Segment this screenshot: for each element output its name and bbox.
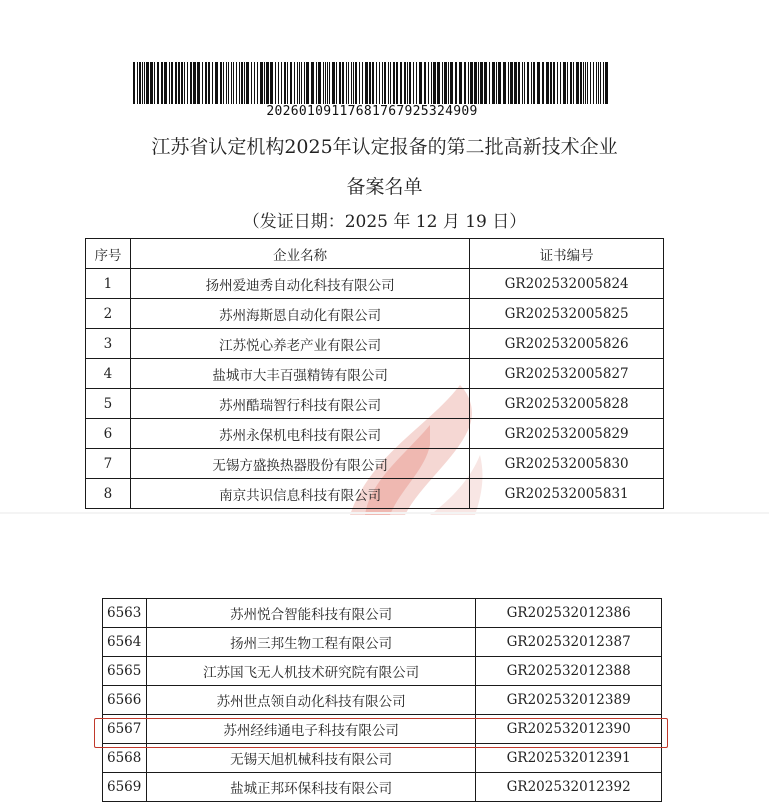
barcode-bar	[448, 62, 449, 104]
barcode-bar	[459, 62, 462, 104]
company-name-cell: 盐城正邦环保科技有限公司	[146, 773, 475, 802]
barcode-bar	[557, 62, 558, 104]
barcode-bar	[178, 62, 180, 104]
barcode-bar	[407, 62, 408, 104]
barcode-bar	[596, 62, 597, 104]
barcode-bar	[393, 62, 395, 104]
barcode-bar	[139, 62, 141, 104]
barcode-bar	[537, 62, 540, 104]
table-row	[103, 773, 662, 802]
serial-cell: 1	[86, 269, 131, 299]
barcode-bar	[278, 62, 279, 104]
barcode-bar	[212, 62, 213, 104]
barcode-bar	[437, 62, 440, 104]
barcode-bar	[396, 62, 398, 104]
serial-cell: 6565	[103, 657, 147, 686]
serial-cell: 3	[86, 329, 131, 359]
barcode-bar	[419, 62, 422, 104]
certificate-cell: GR202532005825	[470, 299, 664, 329]
barcode-bar	[518, 62, 520, 104]
barcode-bar	[563, 62, 566, 104]
barcode-bar	[294, 62, 295, 104]
issue-date: （发证日期：2025 年 12 月 19 日）	[242, 212, 527, 232]
barcode-bar	[600, 62, 601, 104]
barcode-bar	[474, 62, 477, 104]
barcode-bar	[384, 62, 386, 104]
barcode-bar	[428, 62, 429, 104]
certificate-cell: GR202532005827	[470, 359, 664, 389]
barcode-bar	[470, 62, 473, 104]
barcode-bar	[226, 62, 227, 104]
serial-cell: 6569	[103, 773, 147, 802]
barcode-bar	[573, 62, 574, 104]
barcode-bar	[239, 62, 240, 104]
table-row	[86, 479, 664, 509]
barcode-bar	[362, 62, 363, 104]
serial-cell: 5	[86, 389, 131, 419]
barcode-bar	[464, 62, 466, 104]
table-row	[103, 657, 662, 686]
barcode-bar	[376, 62, 377, 104]
certificate-cell: GR202532012392	[476, 773, 662, 802]
company-name-cell: 扬州爱迪秀自动化科技有限公司	[130, 269, 469, 299]
barcode-bar	[137, 62, 138, 104]
company-name-cell: 无锡方盛换热器股份有限公司	[130, 449, 469, 479]
barcode-bar	[281, 62, 282, 104]
barcode-bar	[342, 62, 344, 104]
table-row	[103, 599, 662, 628]
company-name-cell: 苏州海斯恩自动化有限公司	[130, 299, 469, 329]
table-row	[86, 449, 664, 479]
barcode-bar	[254, 62, 255, 104]
certificate-cell: GR202532005831	[470, 479, 664, 509]
barcode-bar	[605, 62, 608, 104]
barcode-bar	[187, 62, 188, 104]
enterprise-table	[85, 238, 664, 509]
table-row	[86, 299, 664, 329]
barcode-bar	[146, 62, 149, 104]
barcode-bar	[233, 62, 234, 104]
serial-cell: 6567	[103, 715, 147, 744]
barcode-bar	[190, 62, 192, 104]
serial-cell: 6566	[103, 686, 147, 715]
barcode-bar	[484, 62, 487, 104]
barcode-bar	[290, 62, 292, 104]
barcode-bar	[220, 62, 222, 104]
barcode-bar	[546, 62, 549, 104]
serial-cell: 7	[86, 449, 131, 479]
barcode-bar	[287, 62, 288, 104]
document-subtitle: 备案名单	[346, 176, 423, 198]
barcode-bar	[316, 62, 317, 104]
barcode-bar	[223, 62, 224, 104]
barcode-bar	[404, 62, 406, 104]
barcode-bar	[332, 62, 335, 104]
barcode-bar	[355, 62, 357, 104]
serial-cell: 4	[86, 359, 131, 389]
serial-cell: 6564	[103, 628, 147, 657]
barcode-bar	[359, 62, 360, 104]
barcode-bar	[244, 62, 245, 104]
table-row	[86, 389, 664, 419]
barcode-bar	[157, 62, 159, 104]
serial-cell: 8	[86, 479, 131, 509]
barcode-bar	[498, 62, 501, 104]
barcode-bar	[327, 62, 328, 104]
barcode-bar	[388, 62, 389, 104]
certificate-cell: GR202532012390	[476, 715, 662, 744]
barcode-bar	[533, 62, 535, 104]
barcode-bar	[390, 62, 391, 104]
barcode-bar	[246, 62, 249, 104]
company-name-cell: 无锡天旭机械科技有限公司	[146, 744, 475, 773]
barcode-bar	[478, 62, 479, 104]
barcode-bar	[215, 62, 218, 104]
barcode-bar	[304, 62, 305, 104]
barcode-bar	[431, 62, 432, 104]
barcode-bar	[205, 62, 207, 104]
barcode-bar	[480, 62, 483, 104]
barcode-bar	[598, 62, 599, 104]
barcode-bar	[400, 62, 402, 104]
barcode-bar	[184, 62, 185, 104]
company-name-cell: 苏州悦合智能科技有限公司	[146, 599, 475, 628]
barcode-bar	[323, 62, 324, 104]
barcode-bar	[580, 62, 582, 104]
barcode-bar	[433, 62, 436, 104]
barcode-bar	[372, 62, 374, 104]
barcode-bar	[416, 62, 417, 104]
barcode-bar	[241, 62, 243, 104]
barcode-bar	[164, 62, 167, 104]
barcode-bar	[144, 62, 145, 104]
barcode-bar	[351, 62, 352, 104]
barcode-bar	[593, 62, 594, 104]
company-name-cell: 苏州世点领自动化科技有限公司	[146, 686, 475, 715]
company-name-cell: 盐城市大丰百强精铸有限公司	[130, 359, 469, 389]
barcode-bar	[264, 62, 265, 104]
barcode-bar	[329, 62, 330, 104]
company-name-cell: 苏州酷瑞智行科技有限公司	[130, 389, 469, 419]
section-divider	[0, 512, 769, 514]
barcode-bar	[154, 62, 155, 104]
barcode-bar	[455, 62, 457, 104]
barcode-bar	[284, 62, 286, 104]
barcode-bar	[567, 62, 568, 104]
barcode-bar	[522, 62, 523, 104]
barcode-bar	[514, 62, 517, 104]
certificate-cell: GR202532012391	[476, 744, 662, 773]
barcode-bar	[142, 62, 143, 104]
header-company-name: 企业名称	[130, 239, 469, 269]
barcode-bar	[171, 62, 173, 104]
table-row	[103, 686, 662, 715]
table-row	[86, 359, 664, 389]
barcode-bar	[202, 62, 203, 104]
barcode-bar	[542, 62, 544, 104]
barcode-bar	[325, 62, 326, 104]
barcode-bar	[236, 62, 237, 104]
certificate-cell: GR202532005824	[470, 269, 664, 299]
header-serial: 序号	[86, 239, 131, 269]
certificate-cell: GR202532005829	[470, 419, 664, 449]
barcode-bar	[468, 62, 469, 104]
barcode-bar	[365, 62, 368, 104]
barcode-bar	[379, 62, 380, 104]
barcode-bar	[585, 62, 586, 104]
barcode-bar	[251, 62, 252, 104]
company-name-cell: 江苏悦心养老产业有限公司	[130, 329, 469, 359]
barcode-bar	[306, 62, 309, 104]
serial-cell: 6568	[103, 744, 147, 773]
barcode-bar	[266, 62, 269, 104]
barcode-bar	[531, 62, 532, 104]
barcode-bar	[409, 62, 411, 104]
company-name-cell: 苏州经纬通电子科技有限公司	[146, 715, 475, 744]
company-name-cell: 苏州永保机电科技有限公司	[130, 419, 469, 449]
barcode-bar	[275, 62, 276, 104]
barcode-bar	[161, 62, 163, 104]
company-name-cell: 扬州三邦生物工程有限公司	[146, 628, 475, 657]
table-row	[103, 628, 662, 657]
certificate-cell: GR202532005826	[470, 329, 664, 359]
barcode-bar	[524, 62, 525, 104]
enterprise-table-excerpt	[102, 598, 662, 802]
barcode-bar	[353, 62, 354, 104]
barcode-bar	[197, 62, 200, 104]
barcode-bar	[193, 62, 196, 104]
barcode-bar	[508, 62, 509, 104]
barcode-bar	[424, 62, 426, 104]
barcode-bar	[503, 62, 506, 104]
barcode-bar	[510, 62, 513, 104]
document-title: 江苏省认定机构2025年认定报备的第二批高新技术企业	[151, 136, 618, 158]
barcode-bar	[603, 62, 604, 104]
table-header-row	[86, 239, 664, 269]
certificate-cell: GR202532005828	[470, 389, 664, 419]
barcode	[133, 62, 611, 104]
serial-cell: 6	[86, 419, 131, 449]
barcode-bar	[527, 62, 529, 104]
barcode-bar	[346, 62, 347, 104]
serial-cell: 2	[86, 299, 131, 329]
certificate-cell: GR202532012387	[476, 628, 662, 657]
barcode-number: 20260109117681767925324909	[266, 104, 478, 119]
barcode-bar	[450, 62, 453, 104]
barcode-bar	[496, 62, 497, 104]
barcode-bar	[553, 62, 555, 104]
barcode-bar	[348, 62, 349, 104]
barcode-bar	[181, 62, 183, 104]
barcode-bar	[301, 62, 302, 104]
barcode-bar	[231, 62, 232, 104]
barcode-bar	[413, 62, 414, 104]
barcode-bar	[583, 62, 584, 104]
barcode-bar	[150, 62, 153, 104]
table-row	[86, 329, 664, 359]
barcode-bar	[444, 62, 447, 104]
barcode-bar	[492, 62, 495, 104]
barcode-bar	[590, 62, 591, 104]
company-name-cell: 江苏国飞无人机技术研究院有限公司	[146, 657, 475, 686]
barcode-bar	[208, 62, 210, 104]
barcode-bar	[570, 62, 572, 104]
table-row	[86, 269, 664, 299]
certificate-cell: GR202532012388	[476, 657, 662, 686]
header-certificate-no: 证书编号	[470, 239, 664, 269]
barcode-bar	[382, 62, 383, 104]
barcode-bar	[311, 62, 314, 104]
barcode-bar	[369, 62, 371, 104]
barcode-bar	[175, 62, 177, 104]
barcode-bar	[270, 62, 273, 104]
company-name-cell: 南京共识信息科技有限公司	[130, 479, 469, 509]
barcode-bar	[489, 62, 490, 104]
barcode-bar	[297, 62, 298, 104]
barcode-bar	[133, 62, 135, 104]
barcode-bar	[260, 62, 263, 104]
highlight-box	[94, 718, 668, 748]
table-row	[86, 419, 664, 449]
barcode-bar	[336, 62, 337, 104]
barcode-bar	[318, 62, 321, 104]
barcode-bar	[257, 62, 258, 104]
barcode-bar	[550, 62, 552, 104]
barcode-bar	[169, 62, 170, 104]
barcode-bar	[299, 62, 300, 104]
certificate-cell: GR202532012389	[476, 686, 662, 715]
barcode-bar	[228, 62, 229, 104]
certificate-cell: GR202532012386	[476, 599, 662, 628]
certificate-cell: GR202532005830	[470, 449, 664, 479]
barcode-bar	[560, 62, 561, 104]
barcode-bar	[442, 62, 443, 104]
barcode-bar	[587, 62, 588, 104]
barcode-bar	[339, 62, 341, 104]
barcode-bar	[576, 62, 579, 104]
serial-cell: 6563	[103, 599, 147, 628]
